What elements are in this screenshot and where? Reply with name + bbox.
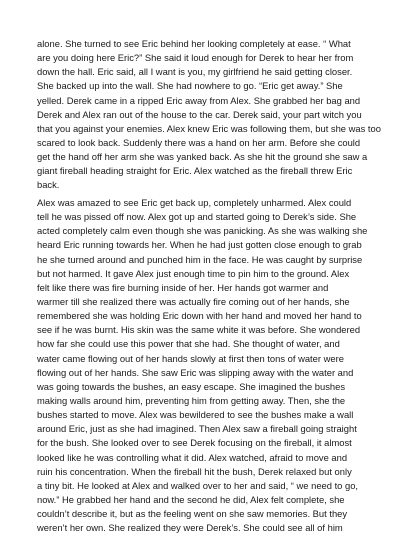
text-line: now.” He grabbed her hand and the second he did, Alex felt complete, she: [37, 493, 345, 505]
text-line: Alex was amazed to see Eric get back up, completely unharmed. Alex could: [37, 197, 352, 208]
text-line: weren’t her own. She realized they were Derek’s. She could see all of him: [37, 522, 343, 534]
text-line: Derek and Alex ran out of the house to the car. Derek said, your part witch you: [37, 108, 362, 120]
text-line: water came flowing out of her hands slowly at first then tons of water were: [37, 352, 344, 364]
text-line: remembered she was holding Eric down with her hand and moved her hand to: [37, 310, 362, 322]
text-line: for the bush. She looked over to see Derek focusing on the fireball, it almost: [37, 437, 352, 449]
text-line: yelled. Derek came in a ripped Eric away from Alex. She grabbed her bag and: [37, 94, 361, 106]
text-line: a tiny bit. He looked at Alex and walked over to her and said, “ we need to go,: [37, 479, 359, 491]
text-line: back.: [37, 179, 60, 191]
text-line: see if he was burnt. His skin was the same white it was before. She wondered: [37, 324, 361, 336]
text-line: looked like he was controlling what it did. Alex watched, afraid to move and: [37, 451, 348, 463]
text-line: scared to look back. Suddenly there was a hand on her arm. Before she could: [37, 136, 361, 148]
text-line: bushes started to move. Alex was bewildered to see the bushes make a wall: [37, 409, 354, 421]
text-line: how far she could use this power that she had. She thought of water, and: [37, 338, 340, 350]
text-line: flowing out of her hands. She saw Eric was slipping away with the water and: [37, 366, 354, 378]
text-line: felt like there was fire burning inside of her. Her hands got warmer and: [37, 281, 329, 293]
text-line: get the hand off her arm she was yanked back. As she hit the ground she saw a: [37, 151, 368, 163]
text-line: down the hall. Eric said, all I want is you, my girlfriend he said getting closer.: [37, 66, 353, 78]
text-line: heard Eric running towards her. When he had just gotten close enough to grab: [37, 239, 362, 251]
text-line: giant fireball heading straight for Eric. Alex watched as the fireball threw Eric: [37, 165, 353, 177]
text-line: he she turned around and punched him in the face. He was caught by surprise: [37, 253, 363, 265]
text-line: around Eric, just as she had imagined. Then Alex saw a fireball going straight: [37, 423, 357, 435]
text-line: tell he was pissed off now. Alex got up and started going to Derek’s side. She: [37, 211, 357, 223]
text-line: that you against your enemies. Alex knew Eric was following them, but she was too: [37, 122, 381, 134]
text-line: was going towards the bushes, an easy escape. She imagined the bushes: [37, 380, 346, 392]
text-line: She backed up into the wall. She had nowhere to go. “Eric get away.” She: [37, 80, 343, 92]
text-line: ruin his concentration. When the fireball hit the bush, Derek relaxed but only: [37, 465, 352, 477]
text-line: making walls around him, preventing him from getting away. Then, she the: [37, 394, 346, 406]
text-line: couldn’t describe it, but as the feeling went on she saw memories. But they: [37, 508, 348, 520]
text-line: acted completely calm even though she was panicking. As she was walking she: [37, 225, 368, 237]
text-line: warmer till she realized there was actually fire coming out of her hands, she: [37, 295, 350, 307]
paragraph-2: [37, 196, 395, 535]
text-line: are you doing here Eric?” She said it loud enough for Derek to hear her from: [37, 52, 354, 64]
paragraph-1: [37, 37, 395, 193]
text-line: but not harmed. It gave Alex just enough time to pin him to the ground. Alex: [37, 267, 350, 279]
text-line: alone. She turned to see Eric behind her looking completely at ease. “ What: [37, 38, 351, 49]
